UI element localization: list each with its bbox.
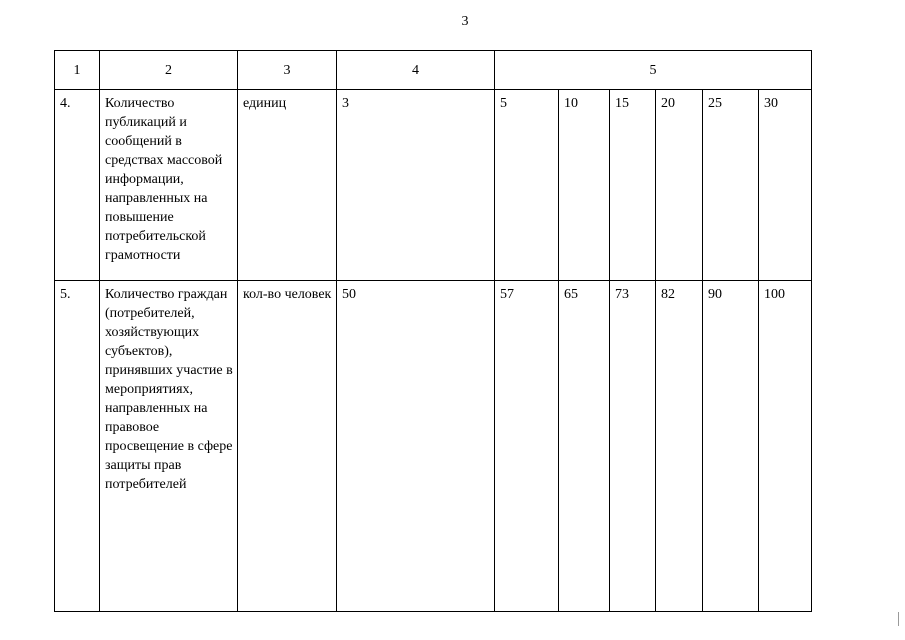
year-value-cell: 20 [656,90,703,281]
base-value-cell: 3 [337,90,495,281]
year-value-cell: 82 [656,281,703,612]
year-value-cell: 100 [759,281,812,612]
table-header-row [55,51,812,90]
year-value-cell: 90 [703,281,759,612]
indicator-name: Количество граждан (потребителей, хозяйствующих субъектов), принявших участие в мероприятиях, направленных на правовое просвещение в сфере защиты прав потребителей [100,281,238,612]
unit-cell: кол-во человек [238,281,337,612]
year-value-cell: 10 [559,90,610,281]
header-cell-5: 5 [495,51,812,90]
header-cell-2: 2 [100,51,238,90]
year-value-cell: 15 [610,90,656,281]
header-cell-1: 1 [55,51,100,90]
header-cell-3: 3 [238,51,337,90]
year-value-cell: 65 [559,281,610,612]
page-number: 3 [461,14,469,29]
year-value-cell: 5 [495,90,559,281]
year-value-cell: 25 [703,90,759,281]
table-row [55,281,812,612]
table-row [55,90,812,281]
indicator-name: Количество публикаций и сообщений в средствах массовой информации, направленных на повышение потребительской грамотности [100,90,238,281]
year-value-cell: 73 [610,281,656,612]
row-number: 4. [55,90,100,281]
row-number: 5. [55,281,100,612]
base-value-cell: 50 [337,281,495,612]
unit-cell: единиц [238,90,337,281]
year-value-cell: 57 [495,281,559,612]
header-cell-4: 4 [337,51,495,90]
year-value-cell: 30 [759,90,812,281]
indicators-table [54,50,812,612]
page-edge-mark [898,612,899,626]
